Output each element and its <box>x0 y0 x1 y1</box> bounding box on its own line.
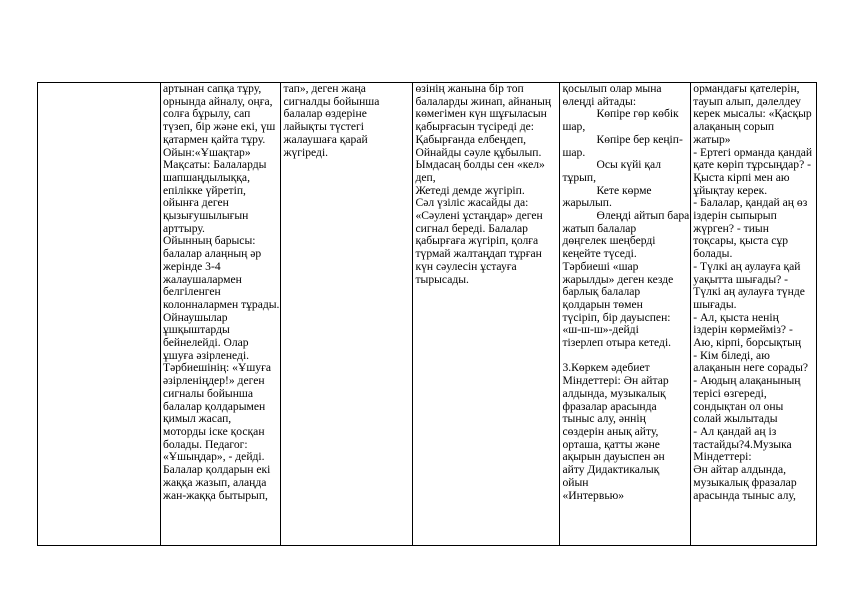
text-line: тыныс алу, әннің <box>562 413 646 426</box>
text-line: ұйықтау керек. <box>693 184 768 197</box>
text-line: ормандағы қателерін, <box>693 83 800 95</box>
text-line: Көпіре гөр көбік <box>596 108 679 121</box>
text-line: - Балалар, қандай аң өз <box>693 197 808 210</box>
text-line: ұшқыштарды <box>163 324 230 337</box>
text-line: ақырын дауыспен ән <box>562 451 665 464</box>
text-line: балалар қолдарымен <box>163 400 266 413</box>
text-line: жерінде 3-4 <box>163 260 221 273</box>
text-line: - Аюдың алақанының <box>693 375 801 388</box>
text-line: Осы күйі қал <box>596 159 662 172</box>
text-line: - Түлкі аң аулауға қай <box>693 260 801 273</box>
table-cell-4 <box>413 83 560 546</box>
lesson-plan-table <box>37 82 817 546</box>
text-line: Тәрбиешінің: «Ұшуға <box>163 362 271 375</box>
text-line: музыкалық фразалар <box>693 476 797 489</box>
text-line: артынан сапқа тұру, <box>163 83 262 95</box>
text-line: тұрып, <box>562 171 597 184</box>
text-line: балалар өздеріне <box>283 108 367 121</box>
text-line: қате көріп тұрсыңдар? - <box>693 159 811 172</box>
text-line: алақанын неге сорады? <box>693 362 809 375</box>
text-line: қабырғасын түсіреді де: <box>415 121 534 134</box>
text-line: терісі өзгереді, <box>693 387 767 400</box>
text-line: қолдарын төмен <box>562 298 643 311</box>
text-line: Ойнайды сәуле құбылып. <box>415 146 542 159</box>
text-line: кеңейте түседі. <box>562 248 637 261</box>
text-line: Көпіре бер кеңіп- <box>596 133 683 146</box>
text-line: шар, <box>562 121 586 134</box>
text-line: қабырғаға жүгіріп, қолға <box>415 235 539 248</box>
text-line: балаларды жинап, айнаның <box>415 95 552 108</box>
text-line: - Ал, қыста ненің <box>693 311 779 324</box>
text-line: лайықты түстегі <box>283 121 364 134</box>
text-line: Ымдасаң болды сен «кел» <box>415 159 545 172</box>
text-line: Қабырғанда елбеңдеп, <box>415 133 527 146</box>
text-line: алдында, музыкалық <box>562 387 666 400</box>
text-line: орташа, қатты және <box>562 438 660 451</box>
text-line: сөздерін анық айту, <box>562 425 659 438</box>
table-cell-6 <box>691 83 817 546</box>
text-line: жарылып. <box>562 197 612 210</box>
text-line: фразалар арасында <box>562 400 657 413</box>
text-line: балалар алаңның әр <box>163 248 262 261</box>
text-line: іздерін көрмейміз? - <box>693 324 793 337</box>
text-line: ұшуға әзірленеді. <box>163 349 250 362</box>
text-line: болады. <box>693 248 733 261</box>
text-line: ойын <box>562 476 589 489</box>
table-cell-3 <box>281 83 413 546</box>
text-line: Балалар қолдарын екі <box>163 464 271 477</box>
text-line: әзірленіңдер!» деген <box>163 375 265 388</box>
text-line <box>562 350 689 363</box>
table-cell-1 <box>38 83 161 546</box>
text-line: қатармен қайта тұру. <box>163 133 266 146</box>
text-line: жатыр» <box>693 133 731 146</box>
text-line: уақытта шығады? - <box>693 273 789 286</box>
text-line: дөңгелек шеңберді <box>562 235 656 248</box>
text-line: жалаушалармен <box>163 273 242 286</box>
text-line: Мақсаты: Балаларды <box>163 159 267 172</box>
text-line: шапшаңдылыққа, <box>163 171 250 184</box>
text-line: 3.Көркем әдебиет <box>562 362 650 375</box>
text-line: қимыл жасап, <box>163 413 232 426</box>
text-line: тастайды?4.Музыка <box>693 438 792 451</box>
text-line: тап», деген жаңа <box>283 83 366 95</box>
text-line: белгіленген <box>163 286 221 299</box>
text-line: айту Дидактикалық <box>562 464 660 477</box>
text-line: жалаушаға қарай <box>283 133 368 146</box>
text-line: тоқсары, қыста сұр <box>693 235 789 248</box>
text-line: Қыста кірпі мен аю <box>693 171 790 184</box>
text-line: Ән айтар алдында, <box>693 464 787 477</box>
text-line: Кете көрме <box>596 184 652 197</box>
text-line: жан-жаққа бытырып, <box>163 489 268 502</box>
text-line: қызығушылығын <box>163 210 249 223</box>
text-line: іздерін сыпырып <box>693 210 777 223</box>
text-line: «Интервью» <box>562 489 625 502</box>
text-line: өлеңді айтады: <box>562 95 637 108</box>
text-line: епілікке үйретіп, <box>163 184 246 197</box>
text-line: - Кім біледі, аю <box>693 349 770 362</box>
text-line: түзеп, бір және екі, үш <box>163 121 276 134</box>
text-line: жаққа жазып, алаңда <box>163 476 267 489</box>
text-line: Ойнаушылар <box>163 311 228 324</box>
text-line: сигналды бойынша <box>283 95 380 108</box>
table-row <box>38 83 817 546</box>
text-line: өзінің жанына бір топ <box>415 83 524 95</box>
text-line: бейнелейді. Олар <box>163 337 249 350</box>
text-line: - Ал қандай аң із <box>693 425 777 438</box>
text-line: Аю, кірпі, борсықтың <box>693 337 802 350</box>
text-line: моторды іске қосқан <box>163 425 265 438</box>
text-line: тырысады. <box>415 273 469 286</box>
text-line: сондықтан ол оны <box>693 400 784 413</box>
text-line: түрмай жалтаңдап тұрған <box>415 248 542 261</box>
text-line: Міндеттері: Ән айтар <box>562 375 669 388</box>
text-line: ойынға деген <box>163 197 229 210</box>
text-line: шар. <box>562 146 586 159</box>
text-line: алақаның сорып <box>693 121 775 134</box>
text-line: тізерлеп отыра кетеді. <box>562 337 672 350</box>
text-line: Ойынның барысы: <box>163 235 256 248</box>
text-line: жатып балалар <box>562 222 637 235</box>
text-line: қосылып олар мына <box>562 83 662 95</box>
text-line: арттыру. <box>163 222 205 235</box>
text-line: Жетеді демде жүгіріп. <box>415 184 525 197</box>
table-cell-5 <box>560 83 691 546</box>
text-line: көмегімен күн шұғыласын <box>415 108 547 121</box>
text-line: орнында айналу, оңға, <box>163 95 273 108</box>
text-line: жүгіреді. <box>283 146 329 159</box>
text-line: Ойын:«Ұшақтар» <box>163 146 251 159</box>
text-line: Міндеттері: <box>693 451 752 464</box>
table-cell-2 <box>161 83 281 546</box>
text-line: жүрген? - тиын <box>693 222 769 235</box>
text-line: - Ертегі орманда қандай <box>693 146 813 159</box>
text-line: сигналы бойынша <box>163 387 253 400</box>
text-line: күн сәулесін ұстауға <box>415 260 517 273</box>
text-line: солға бұрылу, сап <box>163 108 251 121</box>
text-line: барлық балалар <box>562 286 641 299</box>
text-line: түсіріп, бір дауыспен: <box>562 311 671 324</box>
text-line: Тәрбиеші «шар <box>562 260 639 273</box>
text-line: Сәл үзіліс жасайды да: <box>415 197 529 210</box>
text-line: «Ұшыңдар», - дейді. <box>163 451 265 464</box>
text-line: «ш-ш-ш»-дейді <box>562 324 639 337</box>
text-line: жарылды» деген кезде <box>562 273 674 286</box>
text-line: деп, <box>415 171 436 184</box>
text-line: колонналармен тұрады. <box>163 298 280 311</box>
text-line: солай жылытады <box>693 413 778 426</box>
text-line: сигнал береді. Балалар <box>415 222 528 235</box>
text-line: болады. Педагог: <box>163 438 248 451</box>
text-line: Өлеңді айтып бара <box>596 210 690 223</box>
text-line: Түлкі аң аулауға түнде <box>693 286 805 299</box>
text-line: шығады. <box>693 298 737 311</box>
text-line: тауып алып, дәлелдеу <box>693 95 801 108</box>
text-line: керек мысалы: «Қасқыр <box>693 108 812 121</box>
text-line: арасында тыныс алу, <box>693 489 796 502</box>
text-line: «Сәулені ұстаңдар» деген <box>415 210 543 223</box>
